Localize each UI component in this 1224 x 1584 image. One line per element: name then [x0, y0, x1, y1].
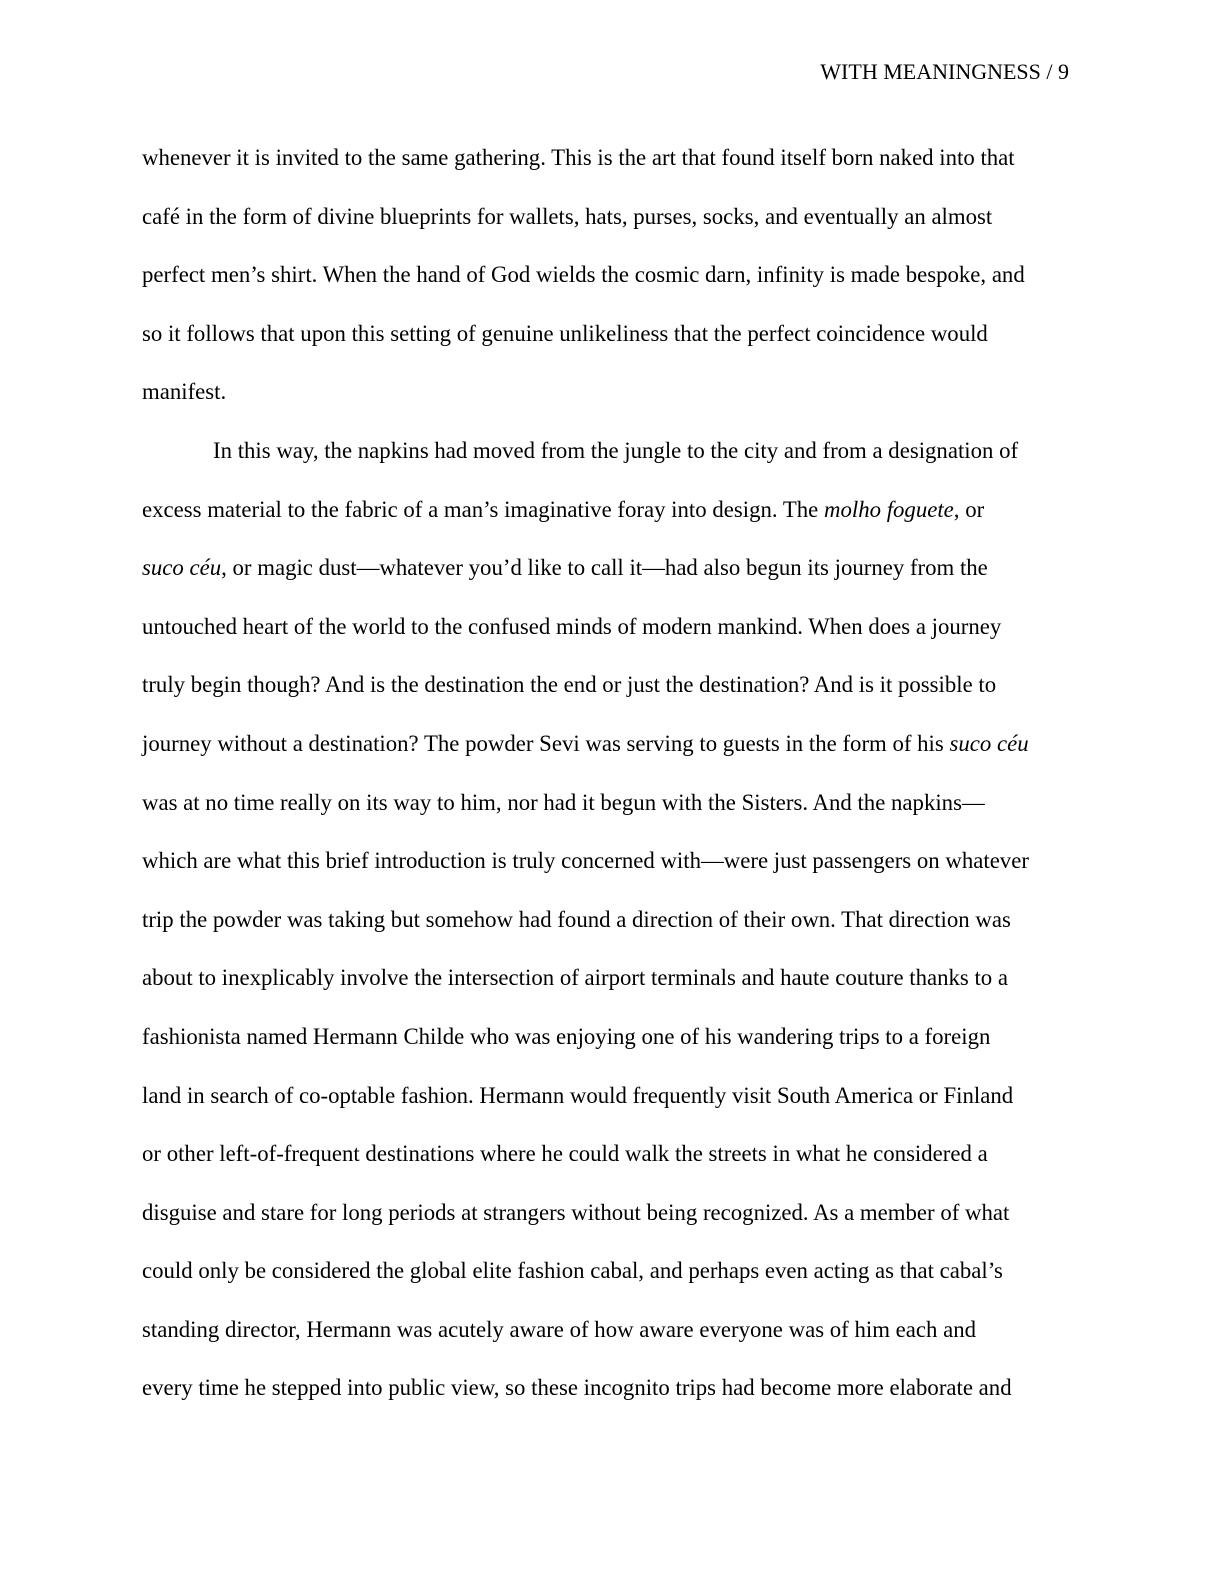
body-text [142, 129, 1082, 1418]
text-line: was at no time really on its way to him, nor had it begun with the Sisters. And the napkins— [142, 789, 985, 815]
text-line: excess material to the fabric of a man’s imaginative foray into design. The molho foguete, or [142, 496, 985, 522]
italic-term: molho foguete [824, 496, 954, 522]
running-head: WITH MEANINGNESS / 9 [820, 59, 1069, 84]
text-line: perfect men’s shirt. When the hand of God wields the cosmic darn, infinity is made bespoke, and [142, 262, 1025, 288]
text-line: so it follows that upon this setting of genuine unlikeliness that the perfect coincidence would [142, 320, 988, 346]
text-line: manifest. [142, 379, 227, 405]
text-line: land in search of co-optable fashion. Hermann would frequently visit South America or Finland [142, 1082, 1014, 1108]
text-line: whenever it is invited to the same gathering. This is the art that found itself born naked into that [142, 145, 1015, 170]
italic-term: suco céu [142, 555, 222, 581]
text-line: which are what this brief introduction is truly concerned with—were just passengers on whatever [142, 848, 1029, 874]
text-line: every time he stepped into public view, so these incognito trips had become more elaborate and [142, 1375, 1012, 1401]
text-line: trip the powder was taking but somehow had found a direction of their own. That direction was [142, 906, 1011, 932]
text-line: could only be considered the global elite fashion cabal, and perhaps even acting as that cabal’s [142, 1258, 1003, 1284]
paragraph-first-line: In this way, the napkins had moved from the jungle to the city and from a designation of [213, 437, 1019, 463]
text-line: suco céu, or magic dust—whatever you’d like to call it—had also begun its journey from the [142, 555, 988, 581]
text-line: untouched heart of the world to the confused minds of modern mankind. When does a journey [142, 613, 1002, 639]
text-line: journey without a destination? The powder Sevi was serving to guests in the form of his suco céu [142, 730, 1029, 756]
text-line: café in the form of divine blueprints for wallets, hats, purses, socks, and eventually an almost [142, 203, 993, 229]
text-line: disguise and stare for long periods at strangers without being recognized. As a member of what [142, 1199, 1010, 1225]
text-line: truly begin though? And is the destination the end or just the destination? And is it possible to [142, 672, 997, 698]
text-line: fashionista named Hermann Childe who was enjoying one of his wandering trips to a foreign [142, 1023, 991, 1049]
text-line: standing director, Hermann was acutely aware of how aware everyone was of him each and [142, 1316, 976, 1342]
text-line: about to inexplicably involve the intersection of airport terminals and haute couture thanks to a [142, 965, 1009, 991]
text-line: or other left-of-frequent destinations where he could walk the streets in what he considered a [142, 1141, 988, 1167]
italic-term: suco céu [949, 730, 1029, 756]
